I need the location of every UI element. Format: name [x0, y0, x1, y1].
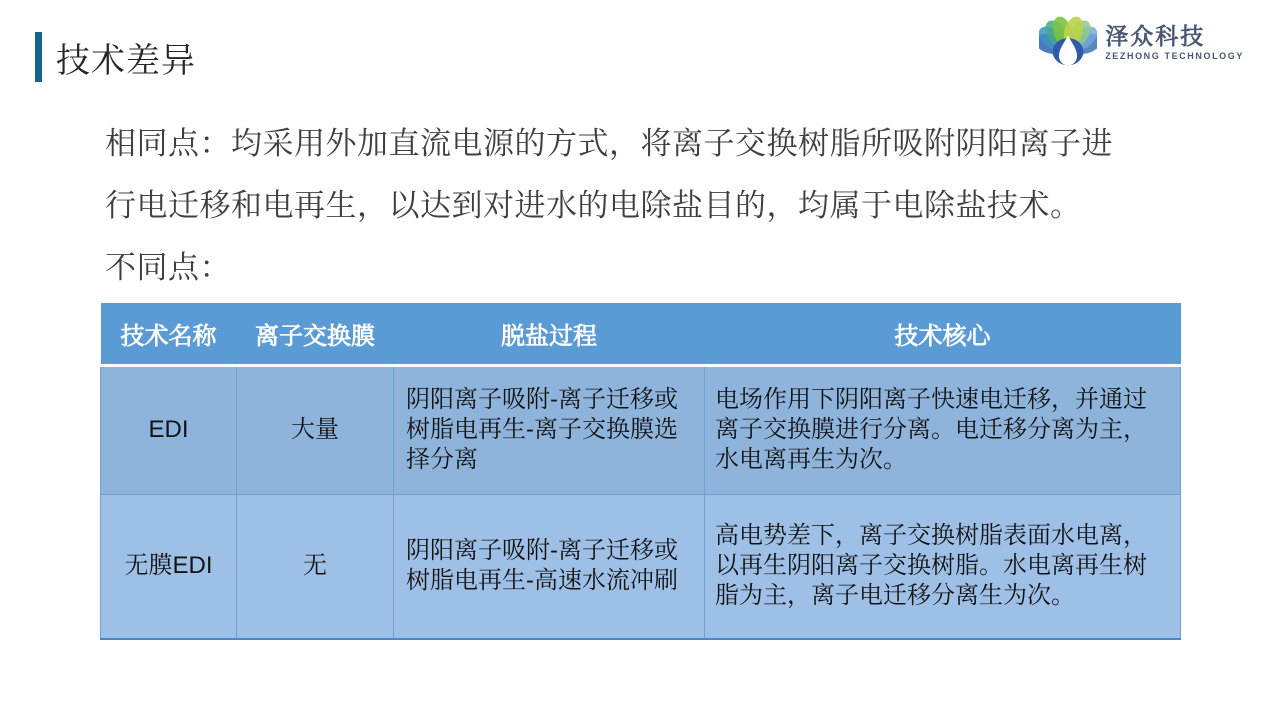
cell-edi-process: 阴阳离子吸附-离子迁移或树脂电再生-离子交换膜选择分离: [394, 365, 705, 494]
cell-mledi-process: 阴阳离子吸附-离子迁移或树脂电再生-高速水流冲刷: [394, 494, 705, 639]
company-subtitle: ZEZHONG TECHNOLOGY: [1105, 51, 1244, 61]
col-header-membrane: 离子交换膜: [237, 303, 394, 365]
cell-mledi-core: 高电势差下，离子交换树脂表面水电离，以再生阴阳离子交换树脂。水电离再生树脂为主，离子电迁移分离生为次。: [705, 494, 1181, 639]
intro-line-similarities-2: 行电迁移和电再生，以达到对进水的电除盐目的，均属于电除盐技术。: [105, 188, 1082, 223]
lotus-drop-logo-icon: [1039, 8, 1097, 70]
table-header-row: [101, 303, 1181, 365]
table-row-edi: [101, 365, 1181, 494]
table-row-membraneless-edi: [101, 494, 1181, 639]
cell-edi-membrane: 大量: [237, 365, 394, 494]
cell-edi-name: EDI: [101, 365, 237, 494]
cell-edi-core: 电场作用下阴阳离子快速电迁移，并通过离子交换膜进行分离。电迁移分离为主，水电离再生为次。: [705, 365, 1181, 494]
col-header-core: 技术核心: [705, 303, 1181, 365]
col-header-process: 脱盐过程: [394, 303, 705, 365]
intro-line-similarities-1: 相同点：均采用外加直流电源的方式，将离子交换树脂所吸附阴阳离子进: [105, 126, 1113, 161]
col-header-tech-name: 技术名称: [101, 303, 237, 365]
company-name: 泽众科技: [1105, 23, 1206, 49]
cell-mledi-membrane: 无: [237, 494, 394, 639]
page-title: 技术差异: [56, 42, 196, 80]
company-logo-text: [1105, 23, 1244, 61]
intro-text: [105, 113, 1195, 299]
comparison-table: [100, 303, 1181, 640]
title-accent-bar: [35, 32, 42, 82]
company-logo: [1039, 8, 1244, 70]
intro-line-differences-label: 不同点：: [105, 250, 231, 285]
cell-mledi-name: 无膜EDI: [101, 494, 237, 639]
